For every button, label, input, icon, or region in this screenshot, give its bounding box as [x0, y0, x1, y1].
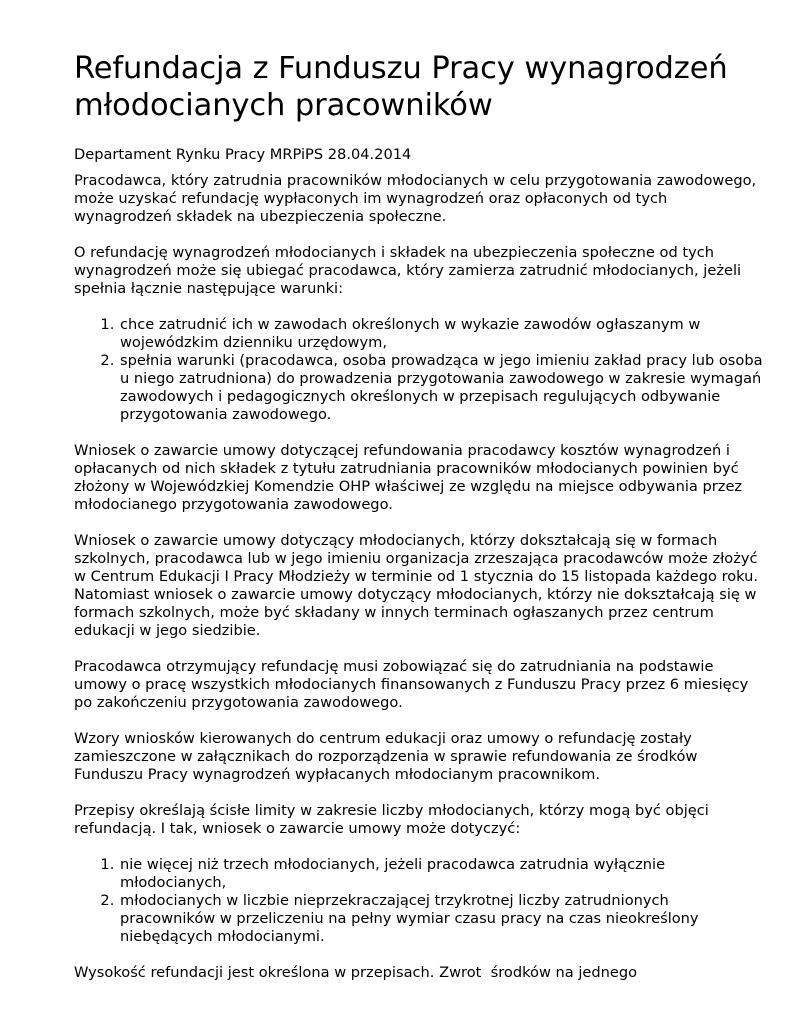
- document-title: Refundacja z Funduszu Pracy wynagrodzeń młodocianych pracowników: [74, 51, 728, 123]
- document-meta: Departament Rynku Pracy MRPiPS 28.04.2014: [74, 146, 412, 163]
- paragraph-deadlines: Wniosek o zawarcie umowy dotyczący młodocianych, którzy dokształcają się w formach szkolnych, pracodawca lub w jego imieniu organizacja zrzeszająca pracodawców może złożyć w Centrum Edukacji I Pracy Młodzieży w terminie od 1 stycznia do 15 listopada każdego roku. Natomiast wniosek o zawarcie umowy dotyczący młodocianych, którzy nie dokształcają się w formach szkolnych, może być składany w innych terminach ogłaszanych przez centrum edukacji w jego siedzibie.: [74, 532, 759, 639]
- list-item: 1. nie więcej niż trzech młodocianych, jeżeli pracodawca zatrudnia wyłącznie młodocianych,: [119, 856, 764, 892]
- limits-list: [74, 856, 764, 946]
- paragraph-templates: Wzory wniosków kierowanych do centrum edukacji oraz umowy o refundację zostały zamieszczone w załącznikach do rozporządzenia w sprawie refundowania ze środków Funduszu Pracy wynagrodzeń wypłacanych młodocianym pracownikom.: [74, 730, 698, 783]
- list-item: 2. młodocianych w liczbie nieprzekraczającej trzykrotnej liczby zatrudnionych pracowników w przeliczeniu na pełny wymiar czasu pracy na czas nieokreślony niebędących młodocianymi.: [119, 892, 764, 946]
- paragraph-intro: Pracodawca, który zatrudnia pracowników młodocianych w celu przygotowania zawodowego, może uzyskać refundację wypłaconych im wynagrodzeń oraz opłaconych od tych wynagrodzeń składek na ubezpieczenia społeczne.: [74, 172, 757, 225]
- list-item: 1. chce zatrudnić ich w zawodach określonych w wykazie zawodów ogłaszanym w wojewódzkim dzienniku urzędowym,: [119, 316, 764, 352]
- list-item: 2. spełnia warunki (pracodawca, osoba prowadząca w jego imieniu zakład pracy lub osoba u niego zatrudniona) do prowadzenia przygotowania zawodowego w zakresie wymagań zawodowych i pedagogicznych określonych w przepisach regulujących odbywanie przygotowania zawodowego.: [119, 352, 764, 424]
- paragraph-obligation: Pracodawca otrzymujący refundację musi zobowiązać się do zatrudniania na podstawie umowy o pracę wszystkich młodocianych finansowanych z Funduszu Pracy przez 6 miesięcy po zakończeniu przygotowania zawodowego.: [74, 658, 749, 711]
- paragraph-limits: Przepisy określają ścisłe limity w zakresie liczby młodocianych, którzy mogą być objęci refundacją. I tak, wniosek o zawarcie umowy może dotyczyć:: [74, 802, 709, 837]
- conditions-list: [74, 316, 764, 424]
- paragraph-conditions: O refundację wynagrodzeń młodocianych i składek na ubezpieczenia społeczne od tych wynagrodzeń może się ubiegać pracodawca, który zamierza zatrudnić młodocianych, jeżeli spełnia łącznie następujące warunki:: [74, 244, 742, 297]
- paragraph-refund-amount: Wysokość refundacji jest określona w przepisach. Zwrot środków na jednego: [74, 964, 638, 981]
- paragraph-application: Wniosek o zawarcie umowy dotyczącej refundowania pracodawcy kosztów wynagrodzeń i opłacanych od nich składek z tytułu zatrudniania pracowników młodocianych powinien być złożony w Wojewódzkiej Komendzie OHP właściwej ze względu na miejsce odbywania przez młodocianego przygotowania zawodowego.: [74, 442, 743, 513]
- document-page: [74, 50, 764, 1000]
